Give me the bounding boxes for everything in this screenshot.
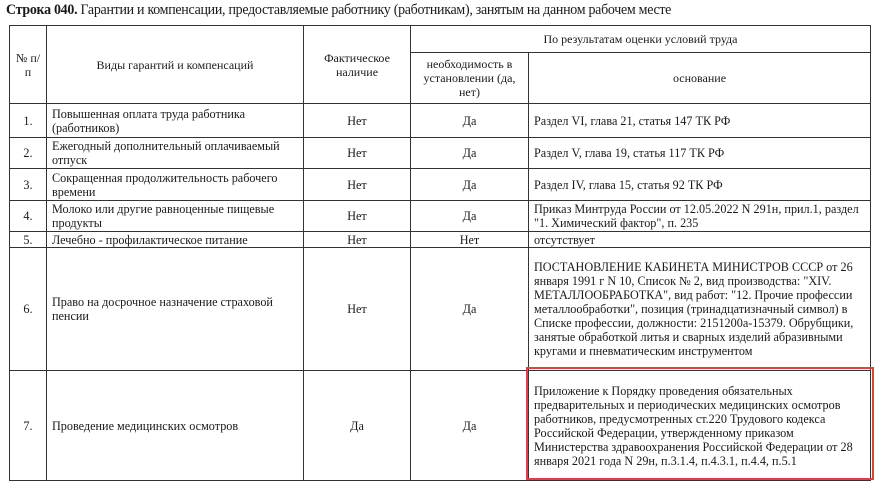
- cell-need: Да: [411, 248, 529, 371]
- table-row: [10, 104, 871, 138]
- cell-basis: Раздел V, глава 19, статья 117 ТК РФ: [529, 138, 871, 169]
- header-num: № п/п: [10, 26, 47, 104]
- section-code: Строка 040.: [6, 2, 78, 18]
- cell-actual: Нет: [304, 201, 411, 232]
- cell-kind: Проведение медицинских осмотров: [47, 371, 304, 481]
- header-basis: основание: [529, 53, 871, 104]
- cell-basis: Приложение к Порядку проведения обязательных предварительных и периодических медицинских осмотров работников, предусмотренных ст.220 Трудового кодекса Российской Федерации, утвержденному приказом Министерства здравоохранения Российской Федерации от 28 января 2021 года N 29н, п.3.1.4, п.4.3.1, п.4.4, п.5.1: [529, 371, 871, 481]
- cell-need: Да: [411, 104, 529, 138]
- cell-basis: Раздел VI, глава 21, статья 147 ТК РФ: [529, 104, 871, 138]
- cell-actual: Да: [304, 371, 411, 481]
- header-group: По результатам оценки условий труда: [411, 26, 871, 53]
- cell-basis: Раздел IV, глава 15, статья 92 ТК РФ: [529, 169, 871, 201]
- cell-num: 3.: [10, 169, 47, 201]
- cell-num: 7.: [10, 371, 47, 481]
- cell-need: Да: [411, 138, 529, 169]
- cell-need: Да: [411, 201, 529, 232]
- cell-num: 4.: [10, 201, 47, 232]
- cell-actual: Нет: [304, 248, 411, 371]
- table-row: [10, 232, 871, 248]
- header-actual: Фактическое наличие: [304, 26, 411, 104]
- cell-basis: ПОСТАНОВЛЕНИЕ КАБИНЕТА МИНИСТРОВ СССР от 26 января 1991 г N 10, Список № 2, вид производства: "XIV. МЕТАЛЛООБРАБОТКА", вид работ: "12. Прочие профессии металлообработки", позиция (тринадцатизначный символ) в Списке профессии, должности: 2151200а-15379. Обрубщики, занятые обработкой литья и сварных изделий абразивными кругами и пневматическим инструментом: [529, 248, 871, 371]
- cell-num: 1.: [10, 104, 47, 138]
- cell-num: 5.: [10, 232, 47, 248]
- cell-basis: отсутствует: [529, 232, 871, 248]
- cell-actual: Нет: [304, 104, 411, 138]
- cell-kind: Молоко или другие равноценные пищевые продукты: [47, 201, 304, 232]
- table-row: [10, 169, 871, 201]
- cell-kind: Повышенная оплата труда работника (работников): [47, 104, 304, 138]
- cell-need: Да: [411, 169, 529, 201]
- table-row: [10, 201, 871, 232]
- table-row: [10, 248, 871, 371]
- cell-actual: Нет: [304, 169, 411, 201]
- header-kind: Виды гарантий и компенсаций: [47, 26, 304, 104]
- cell-kind: Право на досрочное назначение страховой пенсии: [47, 248, 304, 371]
- highlight-box: [526, 367, 874, 480]
- cell-need: Да: [411, 371, 529, 481]
- cell-kind: Сокращенная продолжительность рабочего времени: [47, 169, 304, 201]
- table-row: [10, 138, 871, 169]
- cell-num: 2.: [10, 138, 47, 169]
- cell-kind: Лечебно - профилактическое питание: [47, 232, 304, 248]
- cell-need: Нет: [411, 232, 529, 248]
- cell-actual: Нет: [304, 232, 411, 248]
- section-title: [6, 2, 671, 19]
- cell-actual: Нет: [304, 138, 411, 169]
- section-caption: Гарантии и компенсации, предоставляемые работнику (работникам), занятым на данном рабочем месте: [77, 2, 672, 18]
- header-need: необходимость в установлении (да, нет): [411, 53, 529, 104]
- cell-basis: Приказ Минтруда России от 12.05.2022 N 291н, прил.1, раздел "1. Химический фактор", п. 235: [529, 201, 871, 232]
- cell-num: 6.: [10, 248, 47, 371]
- cell-kind: Ежегодный дополнительный оплачиваемый отпуск: [47, 138, 304, 169]
